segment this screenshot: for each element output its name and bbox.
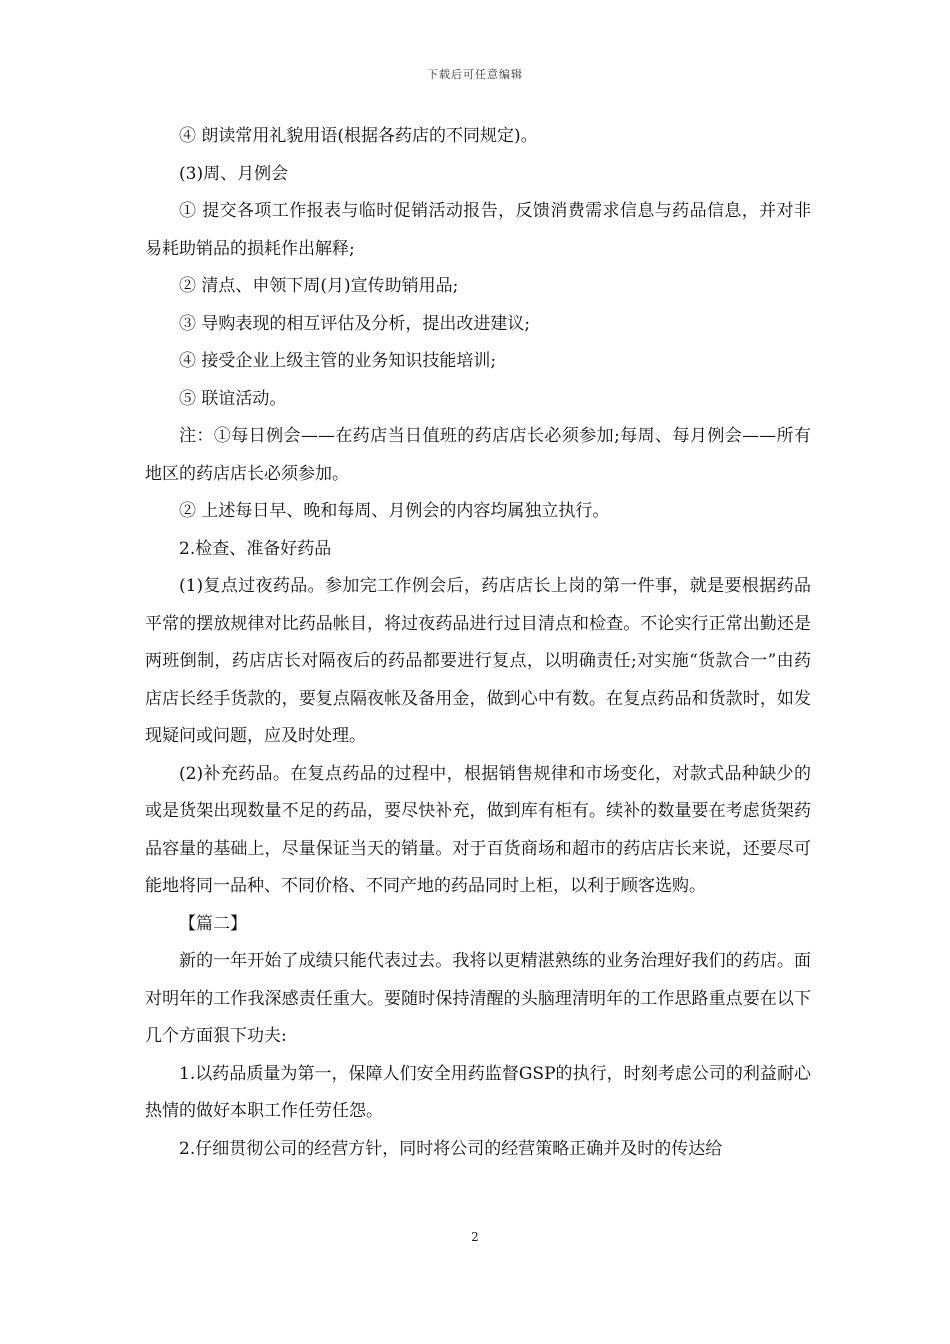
paragraph-social-activity: ⑤ 联谊活动。 xyxy=(179,388,287,409)
paragraph-new-year: 新的一年开始了成绩只能代表过去。我将以更精湛熟练的业务治理好我们的药店。面对明年的工作我深感责任重大。要随时保持清醒的头脑理清明年的工作思路重点要在以下几个方面狠下功夫: xyxy=(145,951,811,1046)
paragraph-collect-supplies: ② 清点、申领下周(月)宣传助销用品; xyxy=(179,276,459,296)
document-body xyxy=(145,118,811,1168)
paragraph-restock-drugs: (2)补充药品。在复点药品的过程中，根据销售规律和市场变化，对款式品种缺少的或是货架出现数量不足的药品，要尽快补充，做到库有柜有。续补的数量要在考虑货架药品容量的基础上，尽量保证当天的销量。对于百货商场和超市的药店店长来说，还要尽可能地将同一品种、不同价格、不同产地的药品同时上柜，以利于顾客选购。 xyxy=(145,763,811,896)
paragraph-peer-evaluation: ③ 导购表现的相互评估及分析，提出改进建议; xyxy=(179,313,531,334)
paragraph-section-2-heading: 2.检查、准备好药品 xyxy=(179,538,332,559)
paragraph-note-attendance: 注：①每日例会——在药店当日值班的药店店长必须参加;每周、每月例会——所有地区的药店店长必须参加。 xyxy=(145,426,811,484)
paragraph-business-policy: 2.仔细贯彻公司的经营方针，同时将公司的经营策略正确并及时的传达给 xyxy=(179,1138,723,1159)
paragraph-training: ④ 接受企业上级主管的业务知识技能培训; xyxy=(179,351,497,371)
paragraph-recount-drugs: (1)复点过夜药品。参加完工作例会后，药店店长上岗的第一件事，就是要根据药品平常的摆放规律对比药品帐目，将过夜药品进行过目清点和检查。不论实行正常出勤还是两班倒制，药店店长对隔夜后的药品都要进行复点，以明确责任;对实施“货款合一”由药店店长经手货款的，要复点隔夜帐及备用金，做到心中有数。在复点药品和货款时，如发现疑问或问题，应及时处理。 xyxy=(145,576,811,746)
paragraph-submit-reports: ① 提交各项工作报表与临时促销活动报告，反馈消费需求信息与药品信息，并对非易耗助销品的损耗作出解释; xyxy=(145,201,811,259)
paragraph-quality-first: 1.以药品质量为第一，保障人们安全用药监督GSP的执行，时刻考虑公司的利益耐心热情的做好本职工作任劳任怨。 xyxy=(145,1063,811,1121)
page-header-note: 下载后可任意编辑 xyxy=(427,68,523,81)
paragraph-greeting-practice: ④ 朗读常用礼貌用语(根据各药店的不同规定)。 xyxy=(179,126,538,146)
paragraph-weekly-monthly-heading: (3)周、月例会 xyxy=(179,163,289,184)
paragraph-part-two-heading: 【篇二】 xyxy=(179,913,247,934)
page-number: 2 xyxy=(471,1230,479,1244)
paragraph-note-independent: ② 上述每日早、晚和每周、月例会的内容均属独立执行。 xyxy=(179,501,610,521)
